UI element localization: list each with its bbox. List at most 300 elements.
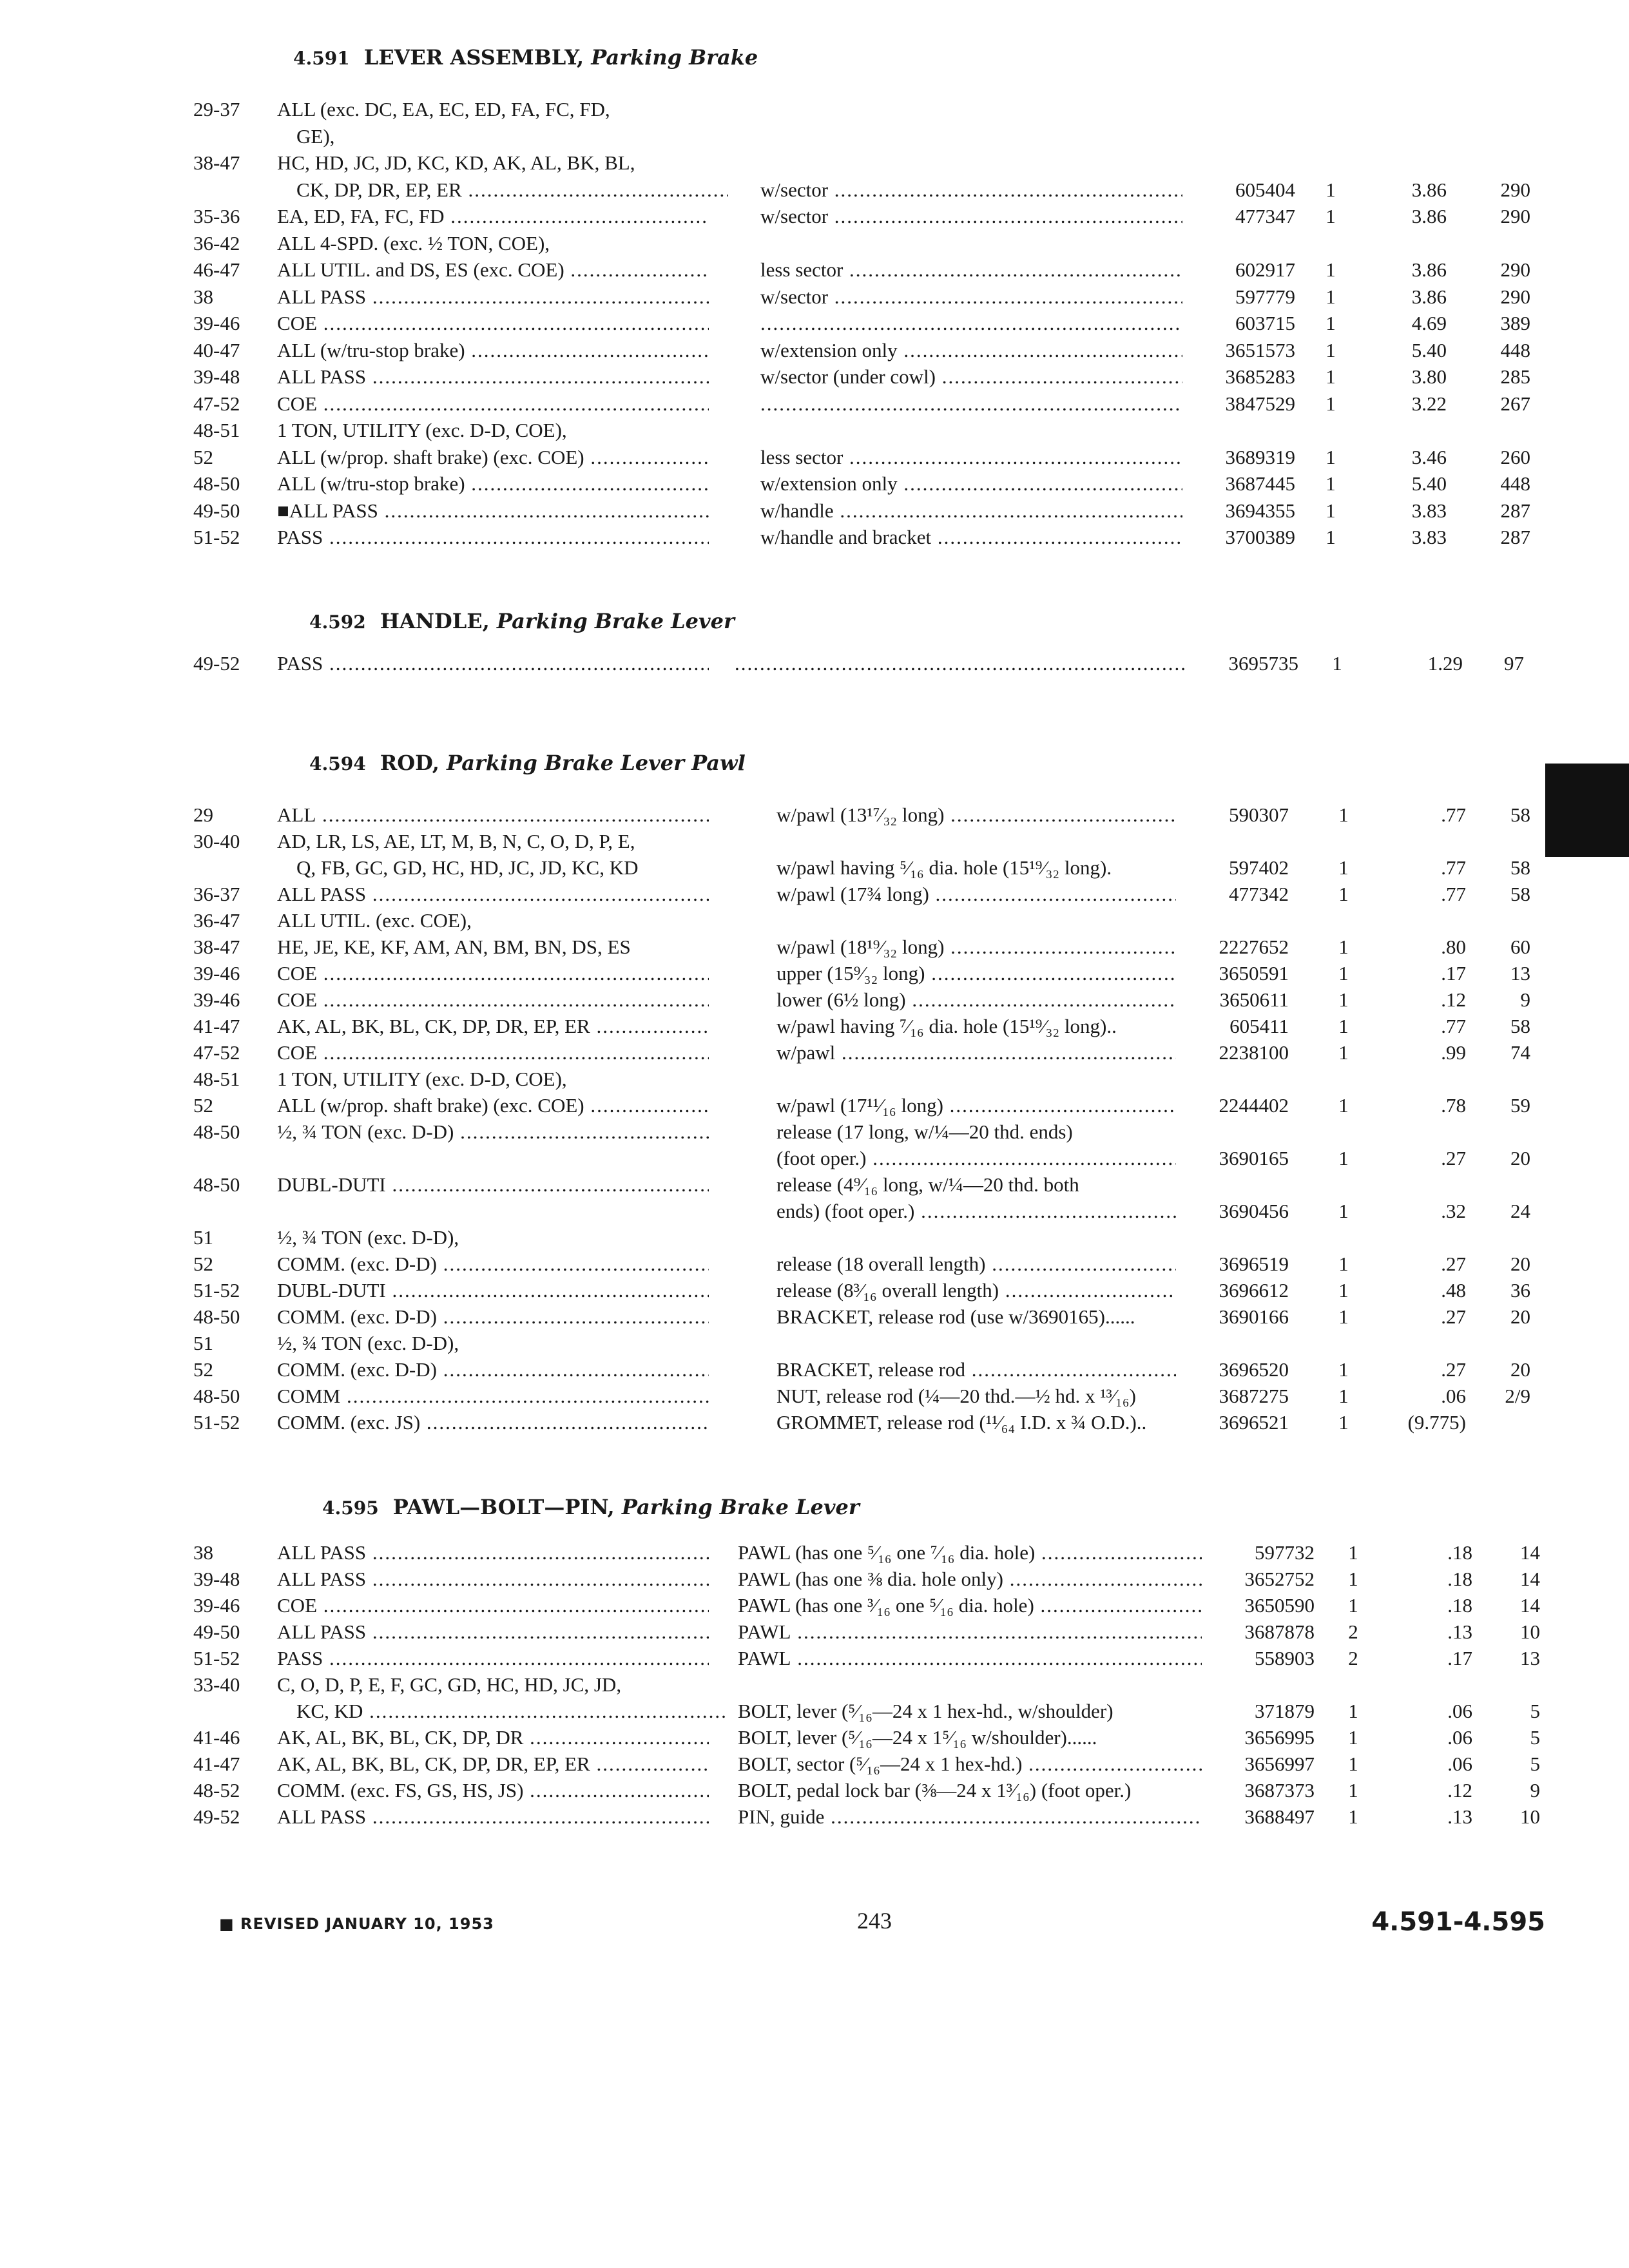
application-text: COMM. (exc. D-D) ..... bbox=[277, 1251, 709, 1277]
weight: 9 bbox=[1520, 988, 1530, 1011]
part-description: w/sector (under cowl) ..... bbox=[760, 364, 1182, 390]
weight: 10 bbox=[1520, 1620, 1540, 1643]
year-range: 38 bbox=[193, 285, 213, 308]
part-number: 3696521 bbox=[1219, 1411, 1289, 1434]
year-range: 48-50 bbox=[193, 1120, 240, 1143]
application-text: COE ..... bbox=[277, 391, 709, 417]
year-range: 52 bbox=[193, 1358, 213, 1381]
weight: 13 bbox=[1510, 962, 1530, 985]
section-subtitle: Parking Brake Lever bbox=[621, 1495, 860, 1519]
weight: 58 bbox=[1510, 803, 1530, 826]
part-description: w/pawl having ⁵⁄₁₆ dia. hole (15¹⁹⁄₃₂ long). bbox=[776, 856, 1112, 879]
application-text: COMM ..... bbox=[277, 1383, 709, 1409]
table-row bbox=[0, 338, 1629, 363]
part-description: BOLT, sector (⁵⁄₁₆—24 x 1 hex-hd.) ..... bbox=[738, 1751, 1202, 1777]
weight: 20 bbox=[1510, 1358, 1530, 1381]
quantity: 1 bbox=[1338, 1094, 1349, 1117]
part-number: 605404 bbox=[1235, 178, 1295, 201]
year-range: 49-50 bbox=[193, 1620, 240, 1643]
part-description bbox=[760, 311, 1182, 336]
weight: 13 bbox=[1520, 1647, 1540, 1669]
list-price: .13 bbox=[1447, 1620, 1472, 1643]
list-price: .12 bbox=[1441, 988, 1466, 1011]
part-number: 3656995 bbox=[1244, 1726, 1315, 1749]
page-footer bbox=[0, 1907, 1629, 1946]
part-description: upper (15⁹⁄₃₂ long) ..... bbox=[776, 961, 1176, 986]
table-row bbox=[0, 150, 1629, 176]
application-text: ALL (w/prop. shaft brake) (exc. COE) ..... bbox=[277, 445, 709, 470]
quantity: 1 bbox=[1325, 258, 1336, 281]
part-number: 477347 bbox=[1235, 205, 1295, 227]
year-range: 47-52 bbox=[193, 1041, 240, 1064]
list-price: .17 bbox=[1441, 962, 1466, 985]
quantity: 1 bbox=[1348, 1805, 1358, 1828]
part-description bbox=[735, 651, 1186, 677]
part-description: lower (6½ long) ..... bbox=[776, 987, 1176, 1013]
application-text: 1 TON, UTILITY (exc. D-D, COE), bbox=[277, 1068, 567, 1090]
application-text: ALL (w/prop. shaft brake) (exc. COE) ..... bbox=[277, 1093, 709, 1119]
table-row bbox=[0, 124, 1629, 149]
table-row bbox=[0, 204, 1629, 229]
year-range: 48-50 bbox=[193, 1173, 240, 1196]
weight: 97 bbox=[1504, 652, 1524, 675]
weight: 60 bbox=[1510, 936, 1530, 958]
part-description: w/pawl ..... bbox=[776, 1040, 1176, 1066]
quantity: 1 bbox=[1325, 499, 1336, 522]
table-row bbox=[0, 471, 1629, 497]
application-text: ALL UTIL. and DS, ES (exc. COE) ..... bbox=[277, 257, 709, 283]
part-number: 2244402 bbox=[1219, 1094, 1289, 1117]
list-price: (9.775) bbox=[1407, 1411, 1466, 1434]
list-price: .77 bbox=[1441, 856, 1466, 879]
part-description: (foot oper.) ..... bbox=[776, 1146, 1176, 1171]
application-text: COE ..... bbox=[277, 311, 709, 336]
table-row bbox=[0, 802, 1629, 828]
part-description: BRACKET, release rod (use w/3690165)...... bbox=[776, 1305, 1135, 1328]
year-range: 41-47 bbox=[193, 1015, 240, 1037]
table-row bbox=[0, 1646, 1629, 1671]
part-description: BOLT, pedal lock bar (⅜—24 x 1³⁄₁₆) (foot oper.) bbox=[738, 1779, 1132, 1802]
table-row bbox=[0, 1566, 1629, 1592]
application-text: COE ..... bbox=[277, 961, 709, 986]
application-text: COE ..... bbox=[277, 987, 709, 1013]
quantity: 1 bbox=[1348, 1726, 1358, 1749]
table-row bbox=[0, 1619, 1629, 1645]
weight: 267 bbox=[1500, 392, 1530, 415]
quantity: 1 bbox=[1348, 1594, 1358, 1617]
year-range: 48-50 bbox=[193, 1385, 240, 1407]
quantity: 1 bbox=[1338, 1385, 1349, 1407]
weight: 389 bbox=[1500, 312, 1530, 334]
section-subtitle: Parking Brake Lever bbox=[496, 609, 735, 633]
quantity: 1 bbox=[1338, 962, 1349, 985]
part-description: w/pawl (18¹⁹⁄₃₂ long) ..... bbox=[776, 934, 1176, 960]
part-number: 3687445 bbox=[1225, 472, 1295, 495]
list-price: .27 bbox=[1441, 1253, 1466, 1275]
part-number: 3650591 bbox=[1219, 962, 1289, 985]
quantity: 1 bbox=[1325, 285, 1336, 308]
year-range: 41-47 bbox=[193, 1753, 240, 1775]
quantity: 1 bbox=[1348, 1700, 1358, 1722]
table-row bbox=[0, 1040, 1629, 1066]
section-number: 4.592 bbox=[309, 611, 366, 633]
section-title: ROD, bbox=[380, 751, 439, 775]
table-row bbox=[0, 524, 1629, 550]
quantity: 1 bbox=[1325, 472, 1336, 495]
year-range: 35-36 bbox=[193, 205, 240, 227]
part-number: 3695735 bbox=[1228, 652, 1298, 675]
list-price: 3.83 bbox=[1411, 499, 1447, 522]
application-text: ½, ¾ TON (exc. D-D), bbox=[277, 1332, 459, 1354]
table-row bbox=[0, 1225, 1629, 1251]
application-text: AK, AL, BK, BL, CK, DP, DR, EP, ER ..... bbox=[277, 1751, 709, 1777]
application-text: PASS ..... bbox=[277, 524, 709, 550]
table-row bbox=[0, 284, 1629, 310]
list-price: .80 bbox=[1441, 936, 1466, 958]
list-price: 4.69 bbox=[1411, 312, 1447, 334]
year-range: 48-52 bbox=[193, 1779, 240, 1802]
list-price: 3.46 bbox=[1411, 445, 1447, 468]
list-price: 1.29 bbox=[1427, 652, 1463, 675]
quantity: 2 bbox=[1348, 1647, 1358, 1669]
part-description: w/extension only ..... bbox=[760, 338, 1182, 363]
quantity: 1 bbox=[1338, 856, 1349, 879]
part-number: 3650611 bbox=[1219, 988, 1289, 1011]
table-row bbox=[0, 961, 1629, 986]
part-description bbox=[760, 391, 1182, 417]
list-price: .06 bbox=[1441, 1385, 1466, 1407]
quantity: 1 bbox=[1338, 1279, 1349, 1302]
part-description: release (18 overall length) ..... bbox=[776, 1251, 1176, 1277]
section-heading bbox=[322, 1495, 860, 1519]
year-range: 49-52 bbox=[193, 1805, 240, 1828]
application-text: ALL PASS ..... bbox=[277, 364, 709, 390]
quantity: 1 bbox=[1338, 1015, 1349, 1037]
application-text: ALL PASS ..... bbox=[277, 881, 709, 907]
part-number: 3696612 bbox=[1219, 1279, 1289, 1302]
year-range: 51-52 bbox=[193, 1279, 240, 1302]
part-number: 597732 bbox=[1255, 1541, 1315, 1564]
year-range: 39-48 bbox=[193, 1568, 240, 1590]
year-range: 47-52 bbox=[193, 392, 240, 415]
year-range: 48-51 bbox=[193, 1068, 240, 1090]
quantity: 1 bbox=[1338, 1253, 1349, 1275]
year-range: 51 bbox=[193, 1332, 213, 1354]
part-description: w/sector ..... bbox=[760, 284, 1182, 310]
quantity: 1 bbox=[1332, 652, 1342, 675]
year-range: 51-52 bbox=[193, 526, 240, 548]
section-range: 4.591-4.595 bbox=[1371, 1907, 1545, 1937]
list-price: 3.86 bbox=[1411, 285, 1447, 308]
table-row bbox=[0, 1278, 1629, 1303]
table-row bbox=[0, 987, 1629, 1013]
table-row bbox=[0, 231, 1629, 256]
year-range: 40-47 bbox=[193, 338, 240, 361]
application-text: ALL PASS ..... bbox=[277, 1566, 709, 1592]
section-number: 4.594 bbox=[309, 753, 366, 774]
weight: 20 bbox=[1510, 1253, 1530, 1275]
weight: 58 bbox=[1510, 1015, 1530, 1037]
quantity: 1 bbox=[1338, 1305, 1349, 1328]
part-description: w/extension only ..... bbox=[760, 471, 1182, 497]
part-description: w/sector ..... bbox=[760, 204, 1182, 229]
quantity: 1 bbox=[1338, 1147, 1349, 1169]
year-range: 29-37 bbox=[193, 98, 240, 120]
table-row bbox=[0, 1804, 1629, 1830]
table-row bbox=[0, 1066, 1629, 1092]
part-number: 3687878 bbox=[1244, 1620, 1315, 1643]
section-heading bbox=[309, 751, 746, 775]
weight: 290 bbox=[1500, 258, 1530, 281]
part-number: 590307 bbox=[1229, 803, 1289, 826]
application-text: CK, DP, DR, EP, ER ..... bbox=[277, 177, 728, 203]
quantity: 1 bbox=[1348, 1753, 1358, 1775]
table-row bbox=[0, 1383, 1629, 1409]
list-price: 3.86 bbox=[1411, 178, 1447, 201]
list-price: .27 bbox=[1441, 1305, 1466, 1328]
quantity: 1 bbox=[1338, 1358, 1349, 1381]
part-number: 2227652 bbox=[1219, 936, 1289, 958]
table-row bbox=[0, 97, 1629, 122]
application-text: DUBL-DUTI ..... bbox=[277, 1172, 709, 1198]
part-number: 605411 bbox=[1229, 1015, 1289, 1037]
table-row bbox=[0, 1304, 1629, 1330]
application-text: COMM. (exc. D-D) ..... bbox=[277, 1304, 709, 1330]
list-price: 3.86 bbox=[1411, 258, 1447, 281]
year-range: 51 bbox=[193, 1226, 213, 1249]
application-text: ALL (w/tru-stop brake) ..... bbox=[277, 338, 709, 363]
list-price: .99 bbox=[1441, 1041, 1466, 1064]
part-number: 371879 bbox=[1255, 1700, 1315, 1722]
part-description: NUT, release rod (¼—20 thd.—½ hd. x ¹³⁄₁₆) bbox=[776, 1385, 1136, 1407]
quantity: 1 bbox=[1338, 1041, 1349, 1064]
year-range: 48-51 bbox=[193, 419, 240, 441]
weight: 24 bbox=[1510, 1200, 1530, 1222]
weight: 9 bbox=[1530, 1779, 1540, 1802]
part-description: less sector ..... bbox=[760, 445, 1182, 470]
list-price: .78 bbox=[1441, 1094, 1466, 1117]
section-heading bbox=[293, 45, 758, 70]
thumb-index-tab bbox=[1545, 764, 1629, 857]
part-number: 3687373 bbox=[1244, 1779, 1315, 1802]
table-row bbox=[0, 1357, 1629, 1383]
revision-note: ■ REVISED JANUARY 10, 1953 bbox=[219, 1915, 494, 1933]
list-price: 5.40 bbox=[1411, 472, 1447, 495]
table-row bbox=[0, 418, 1629, 443]
year-range: 38 bbox=[193, 1541, 213, 1564]
application-text: 1 TON, UTILITY (exc. D-D, COE), bbox=[277, 419, 567, 441]
list-price: .48 bbox=[1441, 1279, 1466, 1302]
table-row bbox=[0, 1331, 1629, 1356]
table-row bbox=[0, 1672, 1629, 1698]
part-number: 3650590 bbox=[1244, 1594, 1315, 1617]
part-number: 3651573 bbox=[1225, 338, 1295, 361]
part-description: PAWL ..... bbox=[738, 1646, 1202, 1671]
part-description: PAWL (has one ³⁄₁₆ one ⁵⁄₁₆ dia. hole) ..... bbox=[738, 1593, 1202, 1619]
table-row bbox=[0, 1593, 1629, 1619]
application-text: KC, KD ..... bbox=[277, 1698, 728, 1724]
part-description: PAWL (has one ⁵⁄₁₆ one ⁷⁄₁₆ dia. hole) ..... bbox=[738, 1540, 1202, 1566]
list-price: 3.80 bbox=[1411, 365, 1447, 388]
application-text: ALL ..... bbox=[277, 802, 709, 828]
part-description: BRACKET, release rod ..... bbox=[776, 1357, 1176, 1383]
list-price: .18 bbox=[1447, 1541, 1472, 1564]
weight: 20 bbox=[1510, 1147, 1530, 1169]
year-range: 52 bbox=[193, 445, 213, 468]
year-range: 33-40 bbox=[193, 1673, 240, 1696]
part-description: w/handle ..... bbox=[760, 498, 1182, 524]
application-text: COMM. (exc. JS) ..... bbox=[277, 1410, 709, 1436]
quantity: 1 bbox=[1325, 312, 1336, 334]
table-row bbox=[0, 257, 1629, 283]
list-price: .18 bbox=[1447, 1594, 1472, 1617]
year-range: 39-46 bbox=[193, 1594, 240, 1617]
application-text: ALL (w/tru-stop brake) ..... bbox=[277, 471, 709, 497]
section-title: HANDLE, bbox=[380, 609, 490, 633]
weight: 290 bbox=[1500, 285, 1530, 308]
list-price: 3.22 bbox=[1411, 392, 1447, 415]
list-price: 5.40 bbox=[1411, 338, 1447, 361]
application-text: ALL UTIL. (exc. COE), bbox=[277, 909, 472, 932]
table-row bbox=[0, 1172, 1629, 1198]
quantity: 1 bbox=[1348, 1779, 1358, 1802]
application-text: ■ALL PASS ..... bbox=[277, 498, 709, 524]
table-row bbox=[0, 391, 1629, 417]
quantity: 1 bbox=[1325, 526, 1336, 548]
part-number: 3694355 bbox=[1225, 499, 1295, 522]
weight: 5 bbox=[1530, 1753, 1540, 1775]
part-number: 2238100 bbox=[1219, 1041, 1289, 1064]
year-range: 52 bbox=[193, 1253, 213, 1275]
year-range: 30-40 bbox=[193, 830, 240, 852]
quantity: 1 bbox=[1325, 178, 1336, 201]
table-row bbox=[0, 1751, 1629, 1777]
part-number: 603715 bbox=[1235, 312, 1295, 334]
application-text: HE, JE, KE, KF, AM, AN, BM, BN, DS, ES bbox=[277, 936, 631, 958]
list-price: .77 bbox=[1441, 1015, 1466, 1037]
year-range: 52 bbox=[193, 1094, 213, 1117]
section-number: 4.595 bbox=[322, 1497, 379, 1519]
part-number: 3696519 bbox=[1219, 1253, 1289, 1275]
table-row bbox=[0, 445, 1629, 470]
part-number: 3652752 bbox=[1244, 1568, 1315, 1590]
application-text: COE ..... bbox=[277, 1040, 709, 1066]
part-number: 3690165 bbox=[1219, 1147, 1289, 1169]
application-text: AK, AL, BK, BL, CK, DP, DR ..... bbox=[277, 1725, 709, 1751]
application-text: AD, LR, LS, AE, LT, M, B, N, C, O, D, P, E, bbox=[277, 830, 635, 852]
year-range: 36-37 bbox=[193, 883, 240, 905]
quantity: 1 bbox=[1348, 1568, 1358, 1590]
year-range: 48-50 bbox=[193, 472, 240, 495]
list-price: .27 bbox=[1441, 1358, 1466, 1381]
part-number: 3690166 bbox=[1219, 1305, 1289, 1328]
part-number: 3847529 bbox=[1225, 392, 1295, 415]
year-range: 36-42 bbox=[193, 231, 240, 255]
weight: 14 bbox=[1520, 1594, 1540, 1617]
table-row bbox=[0, 1251, 1629, 1277]
quantity: 1 bbox=[1325, 205, 1336, 227]
year-range: 51-52 bbox=[193, 1647, 240, 1669]
part-number: 477342 bbox=[1229, 883, 1289, 905]
section-title: PAWL—BOLT—PIN, bbox=[392, 1495, 615, 1519]
application-text: COMM. (exc. D-D) ..... bbox=[277, 1357, 709, 1383]
part-description: release (17 long, w/¼—20 thd. ends) bbox=[776, 1120, 1073, 1143]
table-row bbox=[0, 1540, 1629, 1566]
application-text: ALL PASS ..... bbox=[277, 1540, 709, 1566]
weight: 2/9 bbox=[1505, 1385, 1530, 1407]
quantity: 1 bbox=[1325, 445, 1336, 468]
year-range: 48-50 bbox=[193, 1305, 240, 1328]
section-title: LEVER ASSEMBLY, bbox=[363, 45, 584, 70]
year-range: 39-48 bbox=[193, 365, 240, 388]
year-range: 39-46 bbox=[193, 312, 240, 334]
quantity: 1 bbox=[1338, 1200, 1349, 1222]
part-number: 3700389 bbox=[1225, 526, 1295, 548]
part-description: GROMMET, release rod (¹¹⁄₆₄ I.D. x ¾ O.D.).. bbox=[776, 1411, 1147, 1434]
part-number: 597779 bbox=[1235, 285, 1295, 308]
part-number: 597402 bbox=[1229, 856, 1289, 879]
section-subtitle: Parking Brake Lever Pawl bbox=[447, 751, 746, 775]
part-description: less sector ..... bbox=[760, 257, 1182, 283]
application-text: HC, HD, JC, JD, KC, KD, AK, AL, BK, BL, bbox=[277, 151, 635, 174]
quantity: 1 bbox=[1338, 1411, 1349, 1434]
part-number: 3690456 bbox=[1219, 1200, 1289, 1222]
part-description: w/sector ..... bbox=[760, 177, 1182, 203]
weight: 285 bbox=[1500, 365, 1530, 388]
table-row bbox=[0, 1198, 1629, 1224]
table-row bbox=[0, 1119, 1629, 1145]
page-number: 243 bbox=[857, 1908, 892, 1934]
application-text: C, O, D, P, E, F, GC, GD, HC, HD, JC, JD, bbox=[277, 1673, 622, 1696]
weight: 290 bbox=[1500, 205, 1530, 227]
quantity: 2 bbox=[1348, 1620, 1358, 1643]
list-price: .06 bbox=[1447, 1753, 1472, 1775]
list-price: .06 bbox=[1447, 1700, 1472, 1722]
application-text: COMM. (exc. FS, GS, HS, JS) ..... bbox=[277, 1778, 709, 1803]
year-range: 39-46 bbox=[193, 988, 240, 1011]
weight: 260 bbox=[1500, 445, 1530, 468]
application-text: ALL PASS ..... bbox=[277, 1804, 709, 1830]
list-price: .18 bbox=[1447, 1568, 1472, 1590]
table-row bbox=[0, 855, 1629, 881]
part-number: 3689319 bbox=[1225, 445, 1295, 468]
year-range: 36-47 bbox=[193, 909, 240, 932]
application-text: EA, ED, FA, FC, FD ..... bbox=[277, 204, 709, 229]
quantity: 1 bbox=[1348, 1541, 1358, 1564]
section-heading bbox=[309, 609, 735, 633]
list-price: .77 bbox=[1441, 803, 1466, 826]
part-number: 3687275 bbox=[1219, 1385, 1289, 1407]
weight: 287 bbox=[1500, 499, 1530, 522]
list-price: 3.86 bbox=[1411, 205, 1447, 227]
part-description: w/pawl (17¾ long) ..... bbox=[776, 881, 1176, 907]
quantity: 1 bbox=[1338, 988, 1349, 1011]
year-range: 29 bbox=[193, 803, 213, 826]
list-price: .27 bbox=[1441, 1147, 1466, 1169]
part-description: release (8³⁄₁₆ overall length) ..... bbox=[776, 1278, 1176, 1303]
section-number: 4.591 bbox=[293, 48, 350, 69]
weight: 290 bbox=[1500, 178, 1530, 201]
weight: 58 bbox=[1510, 856, 1530, 879]
weight: 14 bbox=[1520, 1568, 1540, 1590]
year-range: 41-46 bbox=[193, 1726, 240, 1749]
section-subtitle: Parking Brake bbox=[591, 45, 758, 70]
year-range: 46-47 bbox=[193, 258, 240, 281]
part-description: ends) (foot oper.) ..... bbox=[776, 1198, 1176, 1224]
application-text: DUBL-DUTI ..... bbox=[277, 1278, 709, 1303]
table-row bbox=[0, 1093, 1629, 1119]
table-row bbox=[0, 1725, 1629, 1751]
